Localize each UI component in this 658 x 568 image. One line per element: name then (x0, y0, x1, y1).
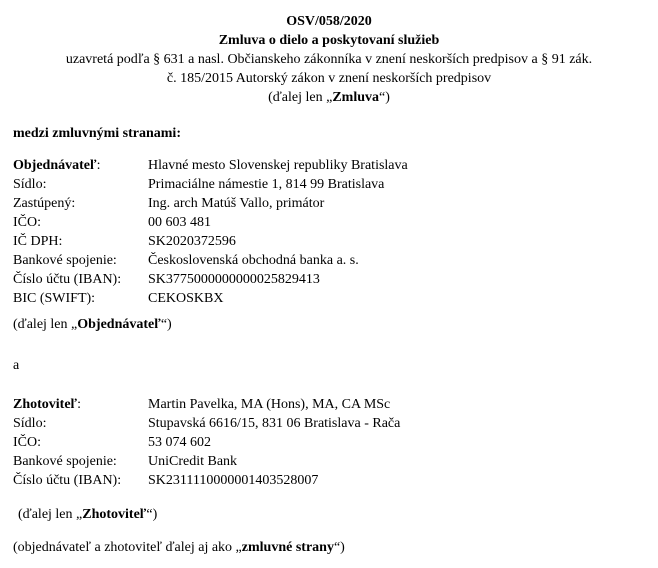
row-value: 00 603 481 (148, 215, 211, 230)
row-label: Bankové spojenie: (13, 253, 117, 268)
row-value: 53 074 602 (148, 435, 211, 450)
alias-term: Zmluva (332, 90, 380, 105)
party-name-label-text: Zhotoviteľ (13, 397, 78, 412)
row-label: Bankové spojenie: (13, 454, 117, 469)
row-value: SK3775000000000025829413 (148, 272, 320, 287)
row-value: SK2311110000001403528007 (148, 473, 319, 488)
document-alias-line (13, 88, 645, 107)
table-row (13, 251, 645, 270)
row-label: Číslo účtu (IBAN): (13, 272, 122, 287)
alias-term: Zhotoviteľ (82, 507, 147, 522)
closing-suffix: “) (333, 540, 345, 555)
contract-parties-alias-line (13, 538, 645, 557)
row-value: Primaciálne námestie 1, 814 99 Bratislava (148, 177, 385, 192)
row-value: SK2020372596 (148, 234, 236, 249)
table-row (13, 452, 645, 471)
row-value: Ing. arch Matúš Vallo, primátor (148, 196, 325, 211)
document-subtitle-line-2: č. 185/2015 Autorský zákon v znení neskorších predpisov (166, 71, 492, 86)
row-label: IČO: (13, 435, 41, 450)
row-value: Stupavská 6616/15, 831 06 Bratislava - Rača (148, 416, 401, 431)
row-value: UniCredit Bank (148, 454, 238, 469)
conjunction-a: a (13, 358, 20, 373)
row-label: Zastúpený: (13, 196, 76, 211)
between-parties-label: medzi zmluvnými stranami: (13, 126, 181, 141)
closing-term: zmluvné strany (241, 540, 334, 555)
table-row (13, 471, 645, 490)
party-name-row (13, 156, 645, 175)
row-value: CEKOSKBX (148, 291, 224, 306)
row-label: Sídlo: (13, 177, 47, 192)
alias-prefix: (ďalej len „ (18, 507, 83, 522)
row-label: IČO: (13, 215, 41, 230)
alias-term: Objednávateľ (77, 317, 161, 332)
document-header (13, 12, 645, 107)
party-name-value: Hlavné mesto Slovenskej republiky Bratislava (148, 158, 408, 173)
party-name-label (13, 156, 148, 175)
party2-alias-line (13, 505, 645, 524)
document-title: Zmluva o dielo a poskytovaní služieb (218, 33, 440, 48)
alias-prefix: (ďalej len „ (268, 90, 333, 105)
alias-prefix: (ďalej len „ (13, 317, 78, 332)
row-label: Číslo účtu (IBAN): (13, 473, 122, 488)
party-name-colon: : (96, 158, 101, 173)
document-ref-number: OSV/058/2020 (286, 14, 372, 29)
party-objednavatel-block (13, 156, 645, 308)
row-label: Sídlo: (13, 416, 47, 431)
party-name-label-text: Objednávateľ (13, 158, 97, 173)
table-row (13, 433, 645, 452)
alias-suffix: “) (146, 507, 158, 522)
party-zhotovitel-block (13, 395, 645, 490)
party-name-row (13, 395, 645, 414)
row-value: Československá obchodná banka a. s. (148, 253, 359, 268)
table-row (13, 270, 645, 289)
table-row (13, 194, 645, 213)
table-row (13, 213, 645, 232)
row-label: IČ DPH: (13, 234, 63, 249)
row-label: BIC (SWIFT): (13, 291, 96, 306)
alias-suffix: “) (379, 90, 390, 105)
table-row (13, 289, 645, 308)
party-name-value: Martin Pavelka, MA (Hons), MA, CA MSc (148, 397, 391, 412)
party-name-label (13, 395, 148, 414)
table-row (13, 232, 645, 251)
closing-prefix: (objednávateľ a zhotoviteľ ďalej aj ako „ (13, 540, 242, 555)
table-row (13, 414, 645, 433)
alias-suffix: “) (160, 317, 172, 332)
party1-alias-line (13, 315, 645, 334)
table-row (13, 175, 645, 194)
document-subtitle-line-1: uzavretá podľa § 631 a nasl. Občianskeho zákonníka v znení neskorších predpisov a § 91 zák. (65, 52, 593, 67)
party-name-colon: : (77, 397, 82, 412)
